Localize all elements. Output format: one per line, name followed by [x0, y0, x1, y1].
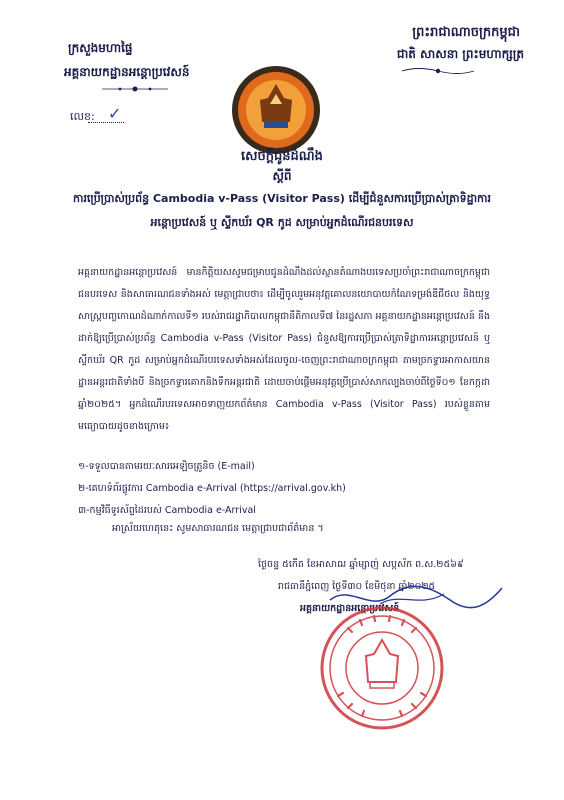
department-name: អគ្គនាយកដ្ឋានអន្តោប្រវេសន៍ — [64, 65, 190, 79]
ministry-name: ក្រសួងមហាផ្ទៃ — [68, 41, 133, 55]
subject-line-1: ការប្រើប្រាស់ប្រព័ន្ធ Cambodia v-Pass (Visitor Pass) ដើម្បីជំនួសការប្រើប្រាស់ត្រាទិដ្ឋាការ — [72, 192, 492, 205]
lunar-date: ថ្ងៃចន្ទ ៥កើត ខែអាសាឍ ឆ្នាំម្សាញ់ សប្តស័ក ព.ស.២៥៦៩ — [258, 559, 464, 570]
reference-number-label: លេខ: — [70, 110, 95, 123]
document-title: សេចក្ដីជូនដំណឹង — [241, 149, 323, 164]
official-stamp — [318, 604, 446, 732]
handwritten-signature — [320, 578, 510, 618]
document-about: ស្ដីពី — [272, 169, 292, 183]
kingdom-name: ព្រះរាជាណាចក្រកម្ពុជា — [412, 25, 520, 40]
body-paragraph-text: អគ្គនាយកដ្ឋានអន្តោប្រវេសន៍ មានកិត្តិយសសូមជម្រាបជូនដំណឹងដល់ស្ថានតំណាងបរទេសប្រចាំព្រះរាជាណាចក្រកម្ពុជា ជនបរទេស និងសាធារណជនទាំងអស់ មេត្តាជ្រាបថា៖ ដើម្បីចូលរួមអនុវត្តគោលនយោបាយកំណែទម្រង់ឌីជីថល និងយុទ្ធសាស្ត្របញ្ចកោណដំណាក់កាលទី១ របស់រាជរដ្ឋាភិបាលកម្ពុជានីតិកាលទី៧ នៃរដ្ឋសភា អគ្គនាយកដ្ឋានអន្តោប្រវេសន៍ នឹងដាក់ឱ្យប្រើប្រាស់ប្រព័ន្ធ Cambodia v-Pass (Visitor Pass) ជំនួសឱ្យការប្រើប្រាស់ត្រាទិដ្ឋាការអន្តោប្រវេសន៍ ឬ ស្ទីកឃ័រ QR កូដ សម្រាប់អ្នកដំណើរបរទេសទាំងអស់ដែលចូល-ចេញព្រះរាជាណាចក្រកម្ពុជា តាមច្រកទ្វារអាកាសយានដ្ឋានអន្តរជាតិទាំងបី និងច្រកទ្វារគោកនិងទឹកអន្តរជាតិ ដោយចាប់ផ្ដើមអនុវត្តប្រើប្រាស់សាកល្បងចាប់ពីថ្ងៃទី០១ ខែកក្កដា ឆ្នាំ២០២៥។ អ្នកដំណើរបរទេសអាចទាញយកព័ត៌មាន Cambodia v-Pass (Visitor Pass) របស់ខ្លួនតាមមធ្យោបាយដូចខាងក្រោម៖ — [78, 267, 490, 432]
subject-line-2: អន្តោប្រវេសន៍ ឬ ស្ទីកឃ័រ QR កូដ សម្រាប់អ្នកដំណើរជនបរទេស — [150, 216, 414, 229]
solar-date: រាជធានីភ្នំពេញ ថ្ងៃទី៣០ ខែមិថុនា ឆ្នាំ២០២៥ — [278, 581, 436, 592]
signer-title: អគ្គនាយកដ្ឋានអន្តោប្រវេសន៍ — [300, 603, 400, 614]
checkmark-icon: ✓ — [108, 104, 122, 123]
ornament-divider-left — [100, 84, 170, 94]
closing-statement: អាស្រ័យហេតុនេះ សូមសាធារណជន មេត្តាជ្រាបជាព័ត៌មាន ។ — [112, 523, 324, 534]
ornament-divider-right — [398, 66, 478, 76]
list-item: ២-គេហទំព័រផ្លូវការ Cambodia e-Arrival (https://arrival.gov.kh) — [78, 483, 346, 494]
list-item: ៣-កម្មវិធីទូរស័ព្ទដៃរបស់ Cambodia e-Arrival — [78, 505, 256, 516]
body-paragraph — [78, 262, 490, 438]
department-seal-logo — [230, 64, 322, 156]
national-motto: ជាតិ សាសនា ព្រះមហាក្សត្រ — [396, 47, 524, 61]
list-item: ១-ទទួលបានតាមរយៈសារអេឡិចត្រូនិច (E-mail) — [78, 461, 255, 472]
channel-list — [78, 456, 346, 522]
